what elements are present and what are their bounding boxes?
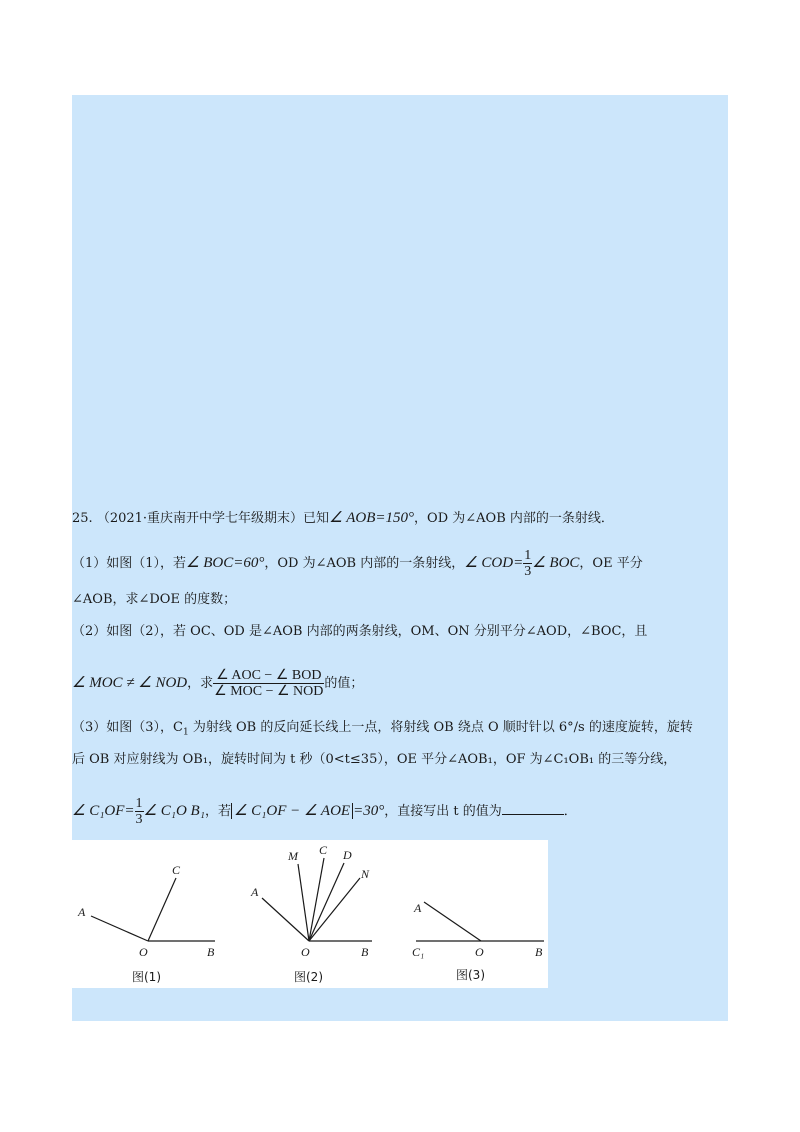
- fig2-ray-od: [309, 863, 344, 941]
- part2-line2: ∠ MOC ≠ ∠ NOD，求 $\frac{\text{∠ AOC − ∠ BOD}}{\text{∠ MOC − ∠ NOD}}$ 的值；: [72, 668, 364, 699]
- fig2-ray-om: [298, 864, 309, 941]
- fig2-label-m: M: [288, 849, 298, 863]
- fig2-label-d: D: [343, 848, 352, 862]
- fig2-label-o: O: [301, 945, 310, 959]
- problem-number: 25.: [72, 511, 93, 526]
- fig2-label-a: A: [251, 885, 259, 899]
- fig3-label-b: B: [535, 945, 543, 959]
- fig3-caption: 图(3): [456, 968, 485, 982]
- figures-box: [72, 840, 548, 988]
- absolute-value-expr: ∠ C₁OF − ∠ AOE: [231, 803, 353, 819]
- fraction-one-third-2: $\frac{1}{3}$: [135, 796, 143, 827]
- fig2-ray-oc: [309, 858, 324, 941]
- fig2-label-c: C: [319, 843, 328, 857]
- part3-line2: 后 OB 对应射线为 OB₁，旋转时间为 t 秒（0<t≤35），OE 平分∠AOB₁，OF 为∠C₁OB₁ 的三等分线，: [72, 752, 677, 767]
- answer-blank[interactable]: [502, 802, 564, 815]
- fraction-one-third: $\frac{1}{3}$: [524, 548, 532, 579]
- fig1-label-c: C: [172, 863, 181, 877]
- problem-source: （2021·重庆南开中学七年级期末）: [96, 511, 304, 526]
- figures-svg: [72, 840, 548, 988]
- angle-aob: ∠ AOB: [329, 510, 376, 526]
- fig1-label-o: O: [139, 945, 148, 959]
- part1-line1: （1）如图（1），若∠ BOC=60°，OD 为∠AOB 内部的一条射线，∠ COD= $\frac{1}{3}$ ∠ BOC，OE 平分: [72, 548, 643, 579]
- fig3-label-a: A: [414, 901, 422, 915]
- fig2-ray-on: [309, 878, 360, 941]
- fig1-ray-oa: [91, 916, 148, 941]
- figure-2: [262, 858, 372, 941]
- figure-1: [91, 878, 215, 941]
- fig2-label-n: N: [361, 867, 370, 881]
- fig3-ray-oa: [424, 902, 481, 941]
- fig2-label-b: B: [361, 945, 369, 959]
- fig3-label-o: O: [475, 945, 484, 959]
- figure-3: [416, 902, 544, 941]
- fig1-caption: 图(1): [132, 970, 161, 984]
- fraction-angles: $\frac{\text{∠ AOC − ∠ BOD}}{\text{∠ MOC − ∠ NOD}}$: [214, 668, 324, 699]
- part2-line1: （2）如图（2），若 OC、OD 是∠AOB 内部的两条射线，OM、ON 分别平分∠AOD，∠BOC，且: [72, 624, 648, 639]
- fig2-caption: 图(2): [294, 970, 323, 984]
- fig3-label-c1: C₁: [412, 945, 425, 959]
- fig2-ray-oa: [262, 898, 309, 941]
- fig1-ray-oc: [148, 878, 176, 941]
- problem-intro: 25. （2021·重庆南开中学七年级期末）已知∠ AOB=150°，OD 为∠AOB 内部的一条射线．: [72, 510, 614, 526]
- part3-line3: ∠ C₁OF= $\frac{1}{3}$ ∠ C₁O B₁，若 ∠ C₁OF − ∠ AOE =30°，直接写出 t 的值为 ．: [72, 796, 577, 827]
- fig1-label-b: B: [207, 945, 215, 959]
- part1-line2: ∠AOB，求∠DOE 的度数；: [72, 592, 237, 607]
- part3-line1: （3）如图（3），$C_1$ 为射线 OB 的反向延长线上一点，将射线 OB 绕点 O 顺时针以 6°/s 的速度旋转，旋转: [72, 720, 693, 738]
- fig1-label-a: A: [78, 905, 86, 919]
